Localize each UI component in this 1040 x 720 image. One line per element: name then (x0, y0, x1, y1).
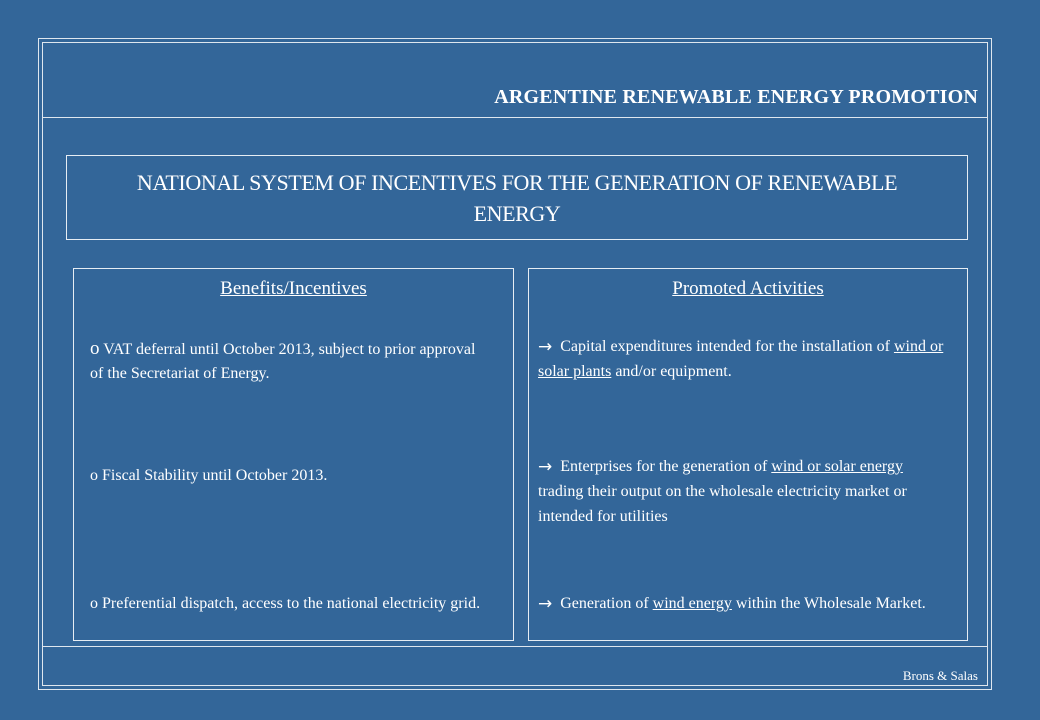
activity-item (538, 591, 950, 616)
activity-text: Enterprises for the generation of (560, 458, 772, 475)
subtitle-text: NATIONAL SYSTEM OF INCENTIVES FOR THE GENERATION OF RENEWABLE ENERGY (136, 169, 898, 226)
subtitle-box (66, 155, 968, 240)
activity-text: and/or equipment. (611, 363, 732, 380)
bullet-marker: o (90, 338, 100, 359)
activity-text: Capital expenditures intended for the installation of (560, 338, 894, 355)
benefit-text: VAT deferral until October 2013, subject to prior approval of the Secretariat of Energy. (90, 341, 476, 382)
benefits-panel (73, 268, 514, 641)
benefits-heading: Benefits/Incentives (220, 278, 367, 299)
benefit-text: Fiscal Stability until October 2013. (102, 467, 328, 484)
right-arrow-icon: → (538, 594, 553, 614)
right-arrow-icon: → (538, 457, 553, 477)
slide-title: ARGENTINE RENEWABLE ENERGY PROMOTION (494, 86, 978, 108)
footer-credit: Brons & Salas (902, 668, 978, 683)
bullet-marker: o (90, 467, 98, 484)
activity-item (538, 454, 950, 529)
activity-highlight: wind or solar plants (538, 338, 944, 380)
footer-divider (42, 646, 988, 647)
activities-panel (528, 268, 968, 641)
benefit-item (90, 337, 490, 386)
activities-heading: Promoted Activities (672, 278, 824, 299)
right-arrow-icon: → (538, 337, 553, 357)
activity-text: trading their output on the wholesale electricity market or intended for utilities (538, 483, 907, 525)
activity-text: Generation of (560, 595, 653, 612)
activity-text: within the Wholesale Market. (731, 595, 926, 612)
bullet-marker: o (90, 595, 98, 612)
activity-item (538, 334, 950, 384)
activity-highlight: wind energy (652, 595, 732, 612)
benefit-text: Preferential dispatch, access to the national electricity grid. (102, 595, 481, 612)
activity-highlight: wind or solar energy (771, 458, 903, 475)
header-divider (42, 117, 988, 118)
benefit-item (90, 464, 490, 488)
benefit-item (90, 592, 490, 616)
